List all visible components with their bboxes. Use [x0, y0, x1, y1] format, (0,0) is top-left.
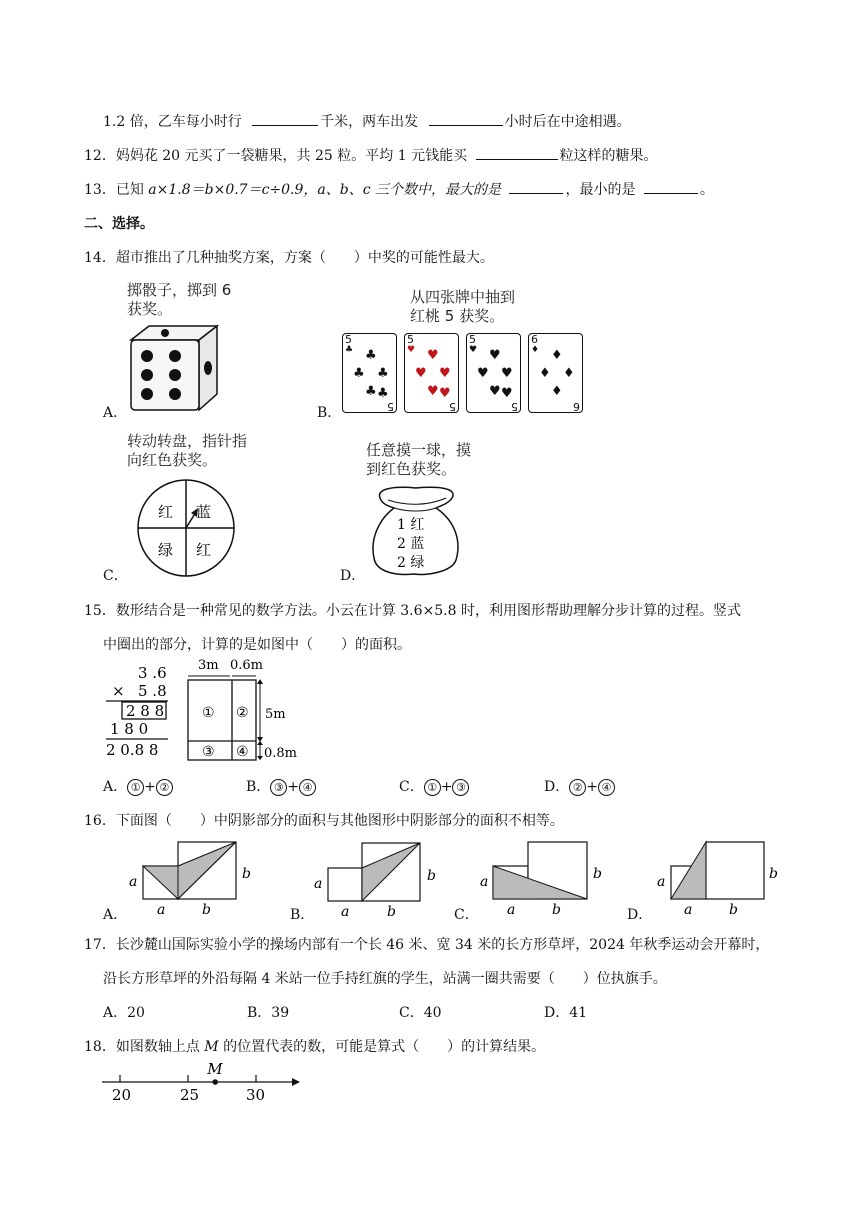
spinner-image [130, 477, 242, 579]
q17-number: 17． [84, 937, 116, 953]
q14-c-caption: 转动转盘，指针指 向红色获奖。 [127, 432, 248, 469]
cell-1: ① [202, 705, 215, 721]
number-line [96, 1060, 306, 1104]
q16-c-side-a: a [480, 874, 489, 890]
bag-line-3: 2 绿 [397, 555, 425, 571]
q12-text-a: 妈妈花 20 元买了一袋糖果，共 25 粒。平均 1 元钱能买 [115, 148, 468, 164]
q12-number: 12． [84, 148, 116, 164]
bag-line-1: 1 红 [397, 517, 425, 533]
playing-card [466, 333, 521, 413]
q16-b-side-b: b [427, 868, 436, 884]
card-rank-inverted: 5 [387, 400, 394, 413]
q12-blank[interactable] [476, 145, 558, 160]
q11-text-b: 千米，两车出发 [320, 114, 419, 130]
cell-3: ③ [202, 744, 215, 760]
calc-row-4: 1 8 0 [110, 720, 149, 738]
card-pip: ♦ [563, 366, 575, 381]
q14-option-d-label[interactable]: D． [340, 568, 366, 584]
card-pip: ♥ [501, 366, 513, 381]
q16-option-d-label[interactable]: D． [627, 907, 653, 923]
q14-option-b-label[interactable]: B． [317, 405, 342, 421]
card-suit-small: ♥ [407, 345, 416, 355]
q18-text-a: 如图数轴上点 [115, 1039, 200, 1055]
card-pip: ♥ [415, 366, 427, 381]
q16-b-bottom-b: b [387, 904, 396, 920]
q16-d-side-a: a [657, 874, 666, 890]
q17-line-1 [84, 934, 769, 954]
q16-b-bottom-a: a [341, 904, 350, 920]
q16-a-bottom-b: b [202, 902, 211, 918]
cell-2: ② [236, 705, 249, 721]
spinner-sector-tr: 蓝 [196, 503, 212, 521]
q15-option-c[interactable]: C． ① + ③ [399, 776, 469, 796]
card-rank: 6 [531, 333, 538, 346]
card-rank-inverted: 5 [449, 400, 456, 413]
q16-d-bottom-a: a [684, 902, 693, 918]
section-heading: 二、选择。 [84, 216, 154, 232]
q16-a-side-b: b [242, 866, 251, 882]
q16-text: 下面图（ ）中阴影部分的面积与其他图形中阴影部分的面积不相等。 [115, 813, 564, 829]
tick-label-30: 30 [246, 1086, 266, 1104]
q17-option-d[interactable]: D．41 [544, 1005, 588, 1021]
vertical-calculation [106, 664, 168, 759]
q16-option-b-label[interactable]: B． [290, 907, 315, 923]
q17-text-1: 长沙麓山国际实验小学的操场内部有一个长 46 米、宽 34 米的长方形草坪，2024 年秋季运动会开幕时， [115, 937, 770, 953]
rect-top-right: 0.6m [230, 658, 264, 673]
rect-side-bottom: 0.8m [264, 746, 298, 761]
q16-b-side-a: a [314, 876, 323, 892]
q13-text-c: 。 [699, 182, 714, 198]
card-pip: ♥ [427, 348, 439, 363]
calc-row-5: 2 0.8 8 [106, 741, 159, 759]
card-pip: ♥ [489, 348, 501, 363]
card-pip: ♦ [551, 348, 563, 363]
q12-text-b: 粒这样的糖果。 [559, 148, 658, 164]
calc-row-3: 2 8 8 [126, 702, 165, 720]
q18-point-label: M [204, 1039, 219, 1055]
card-rank: 5 [469, 333, 476, 346]
q17-option-b[interactable]: B．39 [247, 1005, 290, 1021]
card-rank: 5 [407, 333, 414, 346]
q11-text-a: 1.2 倍，乙车每小时行 [103, 114, 242, 130]
bag-line-2: 2 蓝 [397, 536, 425, 552]
q16-figure-d [657, 842, 778, 918]
q18-number: 18． [84, 1039, 116, 1055]
question-14 [84, 247, 494, 267]
bag-image [366, 484, 466, 576]
q17-option-c[interactable]: C．40 [399, 1005, 442, 1021]
rect-top-left: 3m [198, 658, 219, 673]
point-m-label: M [207, 1060, 223, 1078]
q13-blank-min[interactable] [644, 179, 698, 194]
card-pip: ♦ [551, 384, 563, 399]
q15-option-b[interactable]: B． ③ + ④ [246, 776, 316, 796]
q14-a-caption: 掷骰子，掷到 6 获奖。 [127, 281, 232, 318]
playing-card [404, 333, 459, 413]
q18-text-b: 的位置代表的数，可能是算式（ ）的计算结果。 [223, 1039, 546, 1055]
card-pip: ♥ [489, 384, 501, 399]
q13-number: 13． [84, 182, 116, 198]
q14-number: 14． [84, 250, 116, 266]
q16-a-bottom-a: a [157, 902, 166, 918]
q15-option-a[interactable]: A． ① + ② [103, 776, 173, 796]
card-pip: ♣ [377, 386, 389, 401]
q16-number: 16． [84, 813, 116, 829]
dice-image [125, 322, 220, 414]
q11-text-c: 小时后在中途相遇。 [504, 114, 631, 130]
q13-text-a: 已知 [115, 182, 144, 198]
spinner-sector-br: 红 [196, 541, 212, 559]
q14-b-caption: 从四张牌中抽到 红桃 5 获奖。 [410, 288, 516, 325]
card-rank: 5 [345, 333, 352, 346]
card-pip: ♥ [427, 384, 439, 399]
tick-label-20: 20 [112, 1086, 132, 1104]
card-suit-small: ♥ [469, 345, 478, 355]
q16-c-bottom-a: a [507, 902, 516, 918]
card-pip: ♣ [377, 366, 389, 381]
calc-operator: × [112, 682, 125, 700]
cards-image [342, 333, 582, 415]
card-suit-small: ♦ [531, 345, 540, 355]
q14-option-a-label[interactable]: A． [103, 405, 128, 421]
q15-text-1: 数形结合是一种常见的数学方法。小云在计算 3.6×5.8 时，利用图形帮助理解分步计算的过程。竖式 [115, 603, 741, 619]
q14-text: 超市推出了几种抽奖方案，方案（ ）中奖的可能性最大。 [115, 250, 494, 266]
q11-blank-1[interactable] [252, 111, 318, 126]
spinner-sector-bl: 绿 [158, 541, 174, 559]
q16-figure-c [480, 842, 602, 918]
q15-line-1 [84, 600, 741, 620]
card-pip: ♥ [477, 366, 489, 381]
question-18 [84, 1036, 545, 1056]
question-16 [84, 810, 564, 830]
rect-side-top: 5m [265, 707, 286, 722]
card-pip: ♥ [501, 386, 513, 401]
area-rectangle [188, 658, 297, 761]
q11-blank-2[interactable] [429, 111, 503, 126]
calc-row-2: 5 .8 [138, 682, 167, 700]
question-12 [84, 145, 658, 165]
q16-d-bottom-b: b [729, 902, 738, 918]
card-rank-inverted: 6 [573, 400, 580, 413]
q15-number: 15． [84, 603, 116, 619]
card-pip: ♦ [539, 366, 551, 381]
q17-line-2: 沿长方形草坪的外沿每隔 4 米站一位手持红旗的学生，站满一圈共需要（ ）位执旗手。 [103, 971, 667, 987]
point-m [212, 1079, 218, 1085]
q15-option-d[interactable]: D． ② + ④ [544, 776, 615, 796]
q16-option-a-label[interactable]: A． [103, 907, 128, 923]
q11-continuation [103, 111, 631, 131]
playing-card [342, 333, 397, 413]
q13-text-b: ，最小的是 [565, 182, 636, 198]
card-pip: ♥ [439, 386, 451, 401]
q13-blank-max[interactable] [509, 179, 563, 194]
q15-figure [98, 656, 310, 762]
card-pip: ♣ [365, 348, 377, 363]
q16-figure-b [314, 843, 436, 920]
card-pip: ♣ [353, 366, 365, 381]
q16-c-bottom-b: b [552, 902, 561, 918]
q16-figure-a [129, 842, 251, 918]
q16-figures [100, 838, 800, 922]
card-pip: ♣ [365, 384, 377, 399]
q13-expression: a×1.8＝b×0.7＝c÷0.9，a、b、c 三个数中，最大的是 [148, 182, 502, 198]
q15-line-2: 中圈出的部分，计算的是如图中（ ）的面积。 [103, 637, 411, 653]
q17-option-a[interactable]: A．20 [103, 1005, 145, 1021]
q14-d-caption: 任意摸一球，摸 到红色获奖。 [366, 441, 472, 478]
q16-option-c-label[interactable]: C． [454, 907, 479, 923]
q14-option-c-label[interactable]: C． [103, 568, 128, 584]
card-pip: ♥ [439, 366, 451, 381]
question-13 [84, 179, 714, 199]
q16-a-side-a: a [129, 874, 138, 890]
q16-d-side-b: b [769, 866, 778, 882]
tick-label-25: 25 [180, 1086, 200, 1104]
card-rank-inverted: 5 [511, 400, 518, 413]
spinner-sector-tl: 红 [158, 503, 174, 521]
playing-card [528, 333, 583, 413]
card-suit-small: ♣ [345, 345, 354, 355]
calc-row-1: 3 .6 [138, 664, 167, 682]
q16-c-side-b: b [593, 866, 602, 882]
cell-4: ④ [236, 744, 249, 760]
